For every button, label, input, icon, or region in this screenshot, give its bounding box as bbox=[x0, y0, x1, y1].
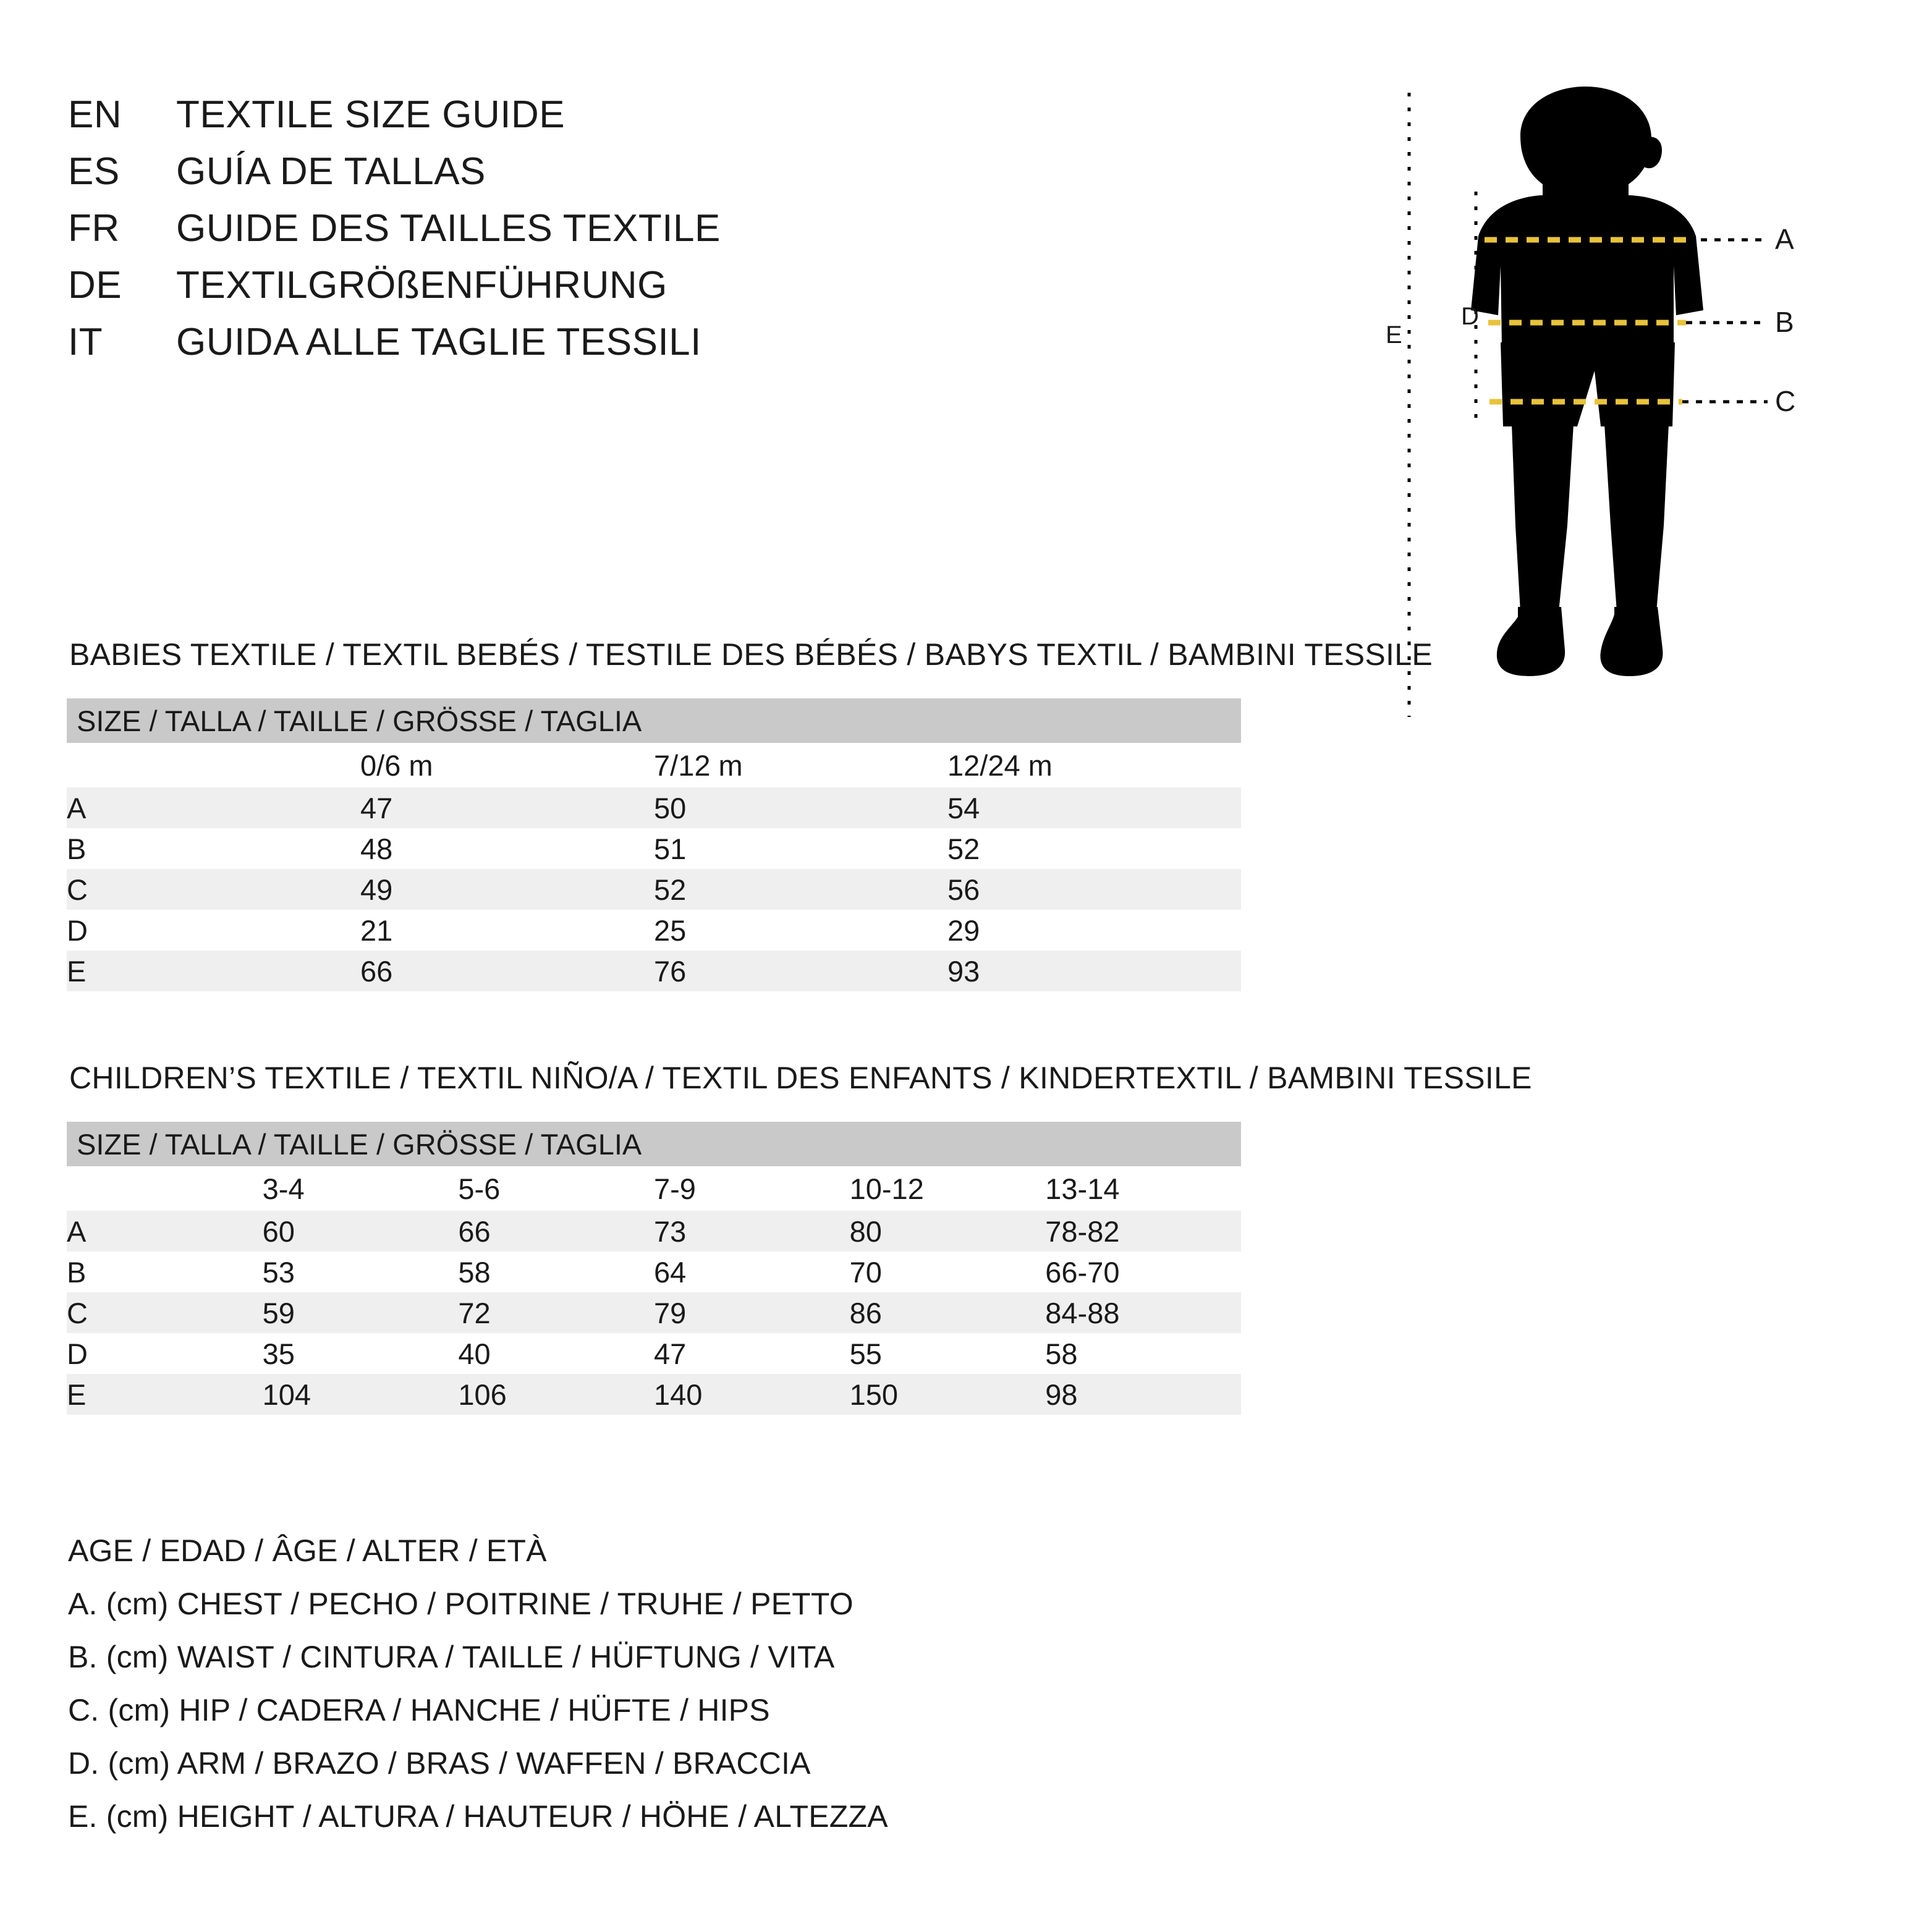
babies-section-title: BABIES TEXTILE / TEXTIL BEBÉS / TESTILE DES BÉBÉS / BABYS TEXTIL / BAMBINI TESSILE bbox=[69, 637, 1433, 672]
cell: 76 bbox=[654, 951, 947, 991]
row-label: A bbox=[67, 787, 360, 828]
cell: 78-82 bbox=[1045, 1211, 1241, 1252]
cell: 58 bbox=[458, 1252, 654, 1292]
legend-line: E. (cm) HEIGHT / ALTURA / HAUTEUR / HÖHE / ALTEZZA bbox=[68, 1799, 888, 1834]
babies-size-table bbox=[67, 698, 1241, 991]
cell: 54 bbox=[947, 787, 1241, 828]
cell: 73 bbox=[654, 1211, 850, 1252]
cell: 55 bbox=[850, 1333, 1046, 1374]
child-silhouette bbox=[1471, 87, 1703, 676]
size-header-label: SIZE / TALLA / TAILLE / GRÖSSE / TAGLIA bbox=[67, 1122, 1241, 1166]
cell: 29 bbox=[947, 910, 1241, 951]
language-code: DE bbox=[68, 264, 122, 307]
table-row bbox=[67, 1252, 1241, 1292]
cell: 25 bbox=[654, 910, 947, 951]
cell: 150 bbox=[850, 1374, 1046, 1415]
language-code: IT bbox=[68, 321, 103, 363]
size-header-label: SIZE / TALLA / TAILLE / GRÖSSE / TAGLIA bbox=[67, 698, 1241, 743]
table-row bbox=[67, 1333, 1241, 1374]
cell: 52 bbox=[654, 869, 947, 910]
cell: 21 bbox=[360, 910, 654, 951]
cell: 86 bbox=[850, 1292, 1046, 1333]
cell: 35 bbox=[263, 1333, 459, 1374]
figure-label-a: A bbox=[1775, 223, 1794, 255]
cell: 66 bbox=[360, 951, 654, 991]
table-header-bar bbox=[67, 698, 1241, 743]
legend-line: AGE / EDAD / ÂGE / ALTER / ETÀ bbox=[68, 1533, 547, 1568]
language-code: EN bbox=[68, 93, 122, 136]
cell: 93 bbox=[947, 951, 1241, 991]
cell: 70 bbox=[850, 1252, 1046, 1292]
language-label: TEXTILGRÖßENFÜHRUNG bbox=[176, 264, 667, 307]
language-row bbox=[68, 263, 1242, 320]
language-label: TEXTILE SIZE GUIDE bbox=[176, 93, 566, 136]
row-label: D bbox=[67, 1333, 263, 1374]
cell: 58 bbox=[1045, 1333, 1241, 1374]
table-row bbox=[67, 1211, 1241, 1252]
cell: 66 bbox=[458, 1211, 654, 1252]
language-row bbox=[68, 206, 1242, 263]
cell: 51 bbox=[654, 828, 947, 869]
row-label: B bbox=[67, 828, 360, 869]
measurement-legend bbox=[68, 1533, 1304, 1852]
table-row bbox=[67, 910, 1241, 951]
column-header: 13-14 bbox=[1045, 1166, 1241, 1211]
table-row bbox=[67, 1292, 1241, 1333]
cell: 60 bbox=[263, 1211, 459, 1252]
row-label: C bbox=[67, 869, 360, 910]
column-header: 7/12 m bbox=[654, 743, 947, 787]
row-label: E bbox=[67, 951, 360, 991]
cell: 80 bbox=[850, 1211, 1046, 1252]
column-header: 10-12 bbox=[850, 1166, 1046, 1211]
cell: 49 bbox=[360, 869, 654, 910]
legend-line: A. (cm) CHEST / PECHO / POITRINE / TRUHE / PETTO bbox=[68, 1587, 854, 1621]
row-label: E bbox=[67, 1374, 263, 1415]
cell: 79 bbox=[654, 1292, 850, 1333]
language-label: GUIDA ALLE TAGLIE TESSILI bbox=[176, 321, 701, 363]
cell: 47 bbox=[360, 787, 654, 828]
table-row bbox=[67, 951, 1241, 991]
row-label: C bbox=[67, 1292, 263, 1333]
table-column-header-row bbox=[67, 1166, 1241, 1211]
cell: 84-88 bbox=[1045, 1292, 1241, 1333]
children-size-table bbox=[67, 1122, 1241, 1415]
language-row bbox=[68, 320, 1242, 377]
language-label: GUIDE DES TAILLES TEXTILE bbox=[176, 207, 721, 250]
language-title-list bbox=[68, 93, 1242, 377]
figure-label-b: B bbox=[1775, 306, 1794, 338]
cell: 40 bbox=[458, 1333, 654, 1374]
cell: 52 bbox=[947, 828, 1241, 869]
row-label: A bbox=[67, 1211, 263, 1252]
figure-label-e: E bbox=[1386, 321, 1402, 349]
children-section-title: CHILDREN’S TEXTILE / TEXTIL NIÑO/A / TEXTIL DES ENFANTS / KINDERTEXTIL / BAMBINI TESSILE bbox=[69, 1061, 1532, 1095]
column-header: 7-9 bbox=[654, 1166, 850, 1211]
cell: 50 bbox=[654, 787, 947, 828]
language-label: GUÍA DE TALLAS bbox=[176, 150, 486, 193]
legend-line: C. (cm) HIP / CADERA / HANCHE / HÜFTE / HIPS bbox=[68, 1693, 770, 1727]
cell: 47 bbox=[654, 1333, 850, 1374]
legend-line: D. (cm) ARM / BRAZO / BRAS / WAFFEN / BRACCIA bbox=[68, 1746, 811, 1781]
column-header: 3-4 bbox=[263, 1166, 459, 1211]
table-row bbox=[67, 1374, 1241, 1415]
table-row bbox=[67, 869, 1241, 910]
cell: 72 bbox=[458, 1292, 654, 1333]
figure-label-c: C bbox=[1775, 385, 1796, 417]
cell: 104 bbox=[263, 1374, 459, 1415]
cell: 98 bbox=[1045, 1374, 1241, 1415]
language-code: ES bbox=[68, 150, 120, 193]
column-header: 12/24 m bbox=[947, 743, 1241, 787]
cell: 59 bbox=[263, 1292, 459, 1333]
cell: 48 bbox=[360, 828, 654, 869]
table-row bbox=[67, 828, 1241, 869]
language-row bbox=[68, 93, 1242, 150]
cell: 56 bbox=[947, 869, 1241, 910]
cell: 66-70 bbox=[1045, 1252, 1241, 1292]
cell: 106 bbox=[458, 1374, 654, 1415]
language-code: FR bbox=[68, 207, 120, 250]
cell: 140 bbox=[654, 1374, 850, 1415]
cell: 64 bbox=[654, 1252, 850, 1292]
legend-line: B. (cm) WAIST / CINTURA / TAILLE / HÜFTUNG / VITA bbox=[68, 1640, 835, 1674]
measurement-figure bbox=[1386, 80, 1885, 760]
column-header: 5-6 bbox=[458, 1166, 654, 1211]
table-row bbox=[67, 787, 1241, 828]
table-header-bar bbox=[67, 1122, 1241, 1166]
row-label: B bbox=[67, 1252, 263, 1292]
table-column-header-row bbox=[67, 743, 1241, 787]
row-label: D bbox=[67, 910, 360, 951]
language-row bbox=[68, 150, 1242, 206]
figure-label-d: D bbox=[1461, 303, 1479, 330]
cell: 53 bbox=[263, 1252, 459, 1292]
column-header: 0/6 m bbox=[360, 743, 654, 787]
